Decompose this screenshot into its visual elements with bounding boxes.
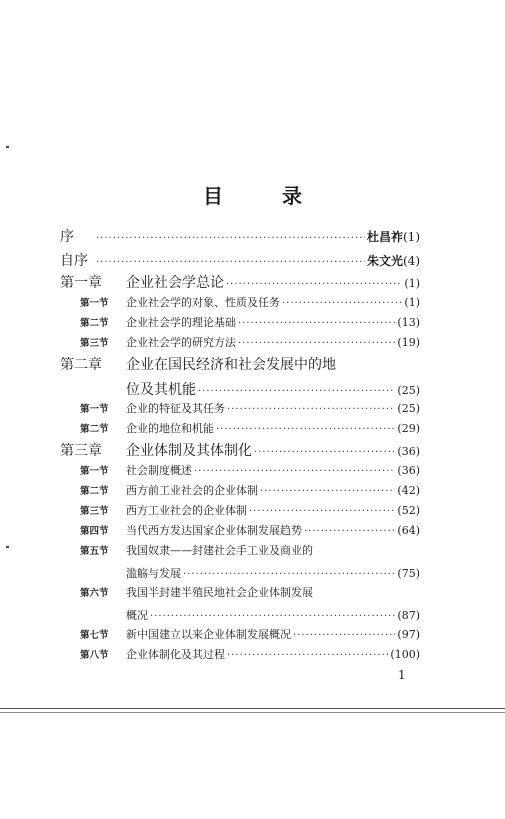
entry-label: 第一节 bbox=[80, 466, 109, 477]
entry-label: 第二章 bbox=[60, 357, 102, 373]
toc-entry-section[interactable] bbox=[60, 584, 420, 626]
entry-title: 新中国建立以来企业体制发展概况 bbox=[126, 628, 291, 641]
entry-title: 企业在国民经济和社会发展中的地 bbox=[126, 357, 336, 373]
dot-leader bbox=[293, 630, 395, 641]
divider bbox=[0, 708, 505, 709]
dot-leader bbox=[198, 386, 395, 397]
toc-entry-section[interactable] bbox=[60, 294, 420, 314]
dot-leader bbox=[254, 447, 395, 458]
entry-author: 朱文光 bbox=[366, 254, 403, 268]
entry-label: 第三节 bbox=[80, 506, 109, 517]
entry-title: 当代西方发达国家企业体制发展趋势 bbox=[126, 524, 302, 537]
entry-page: (100) bbox=[390, 648, 420, 661]
toc-entry-section[interactable] bbox=[60, 400, 420, 420]
dot-leader bbox=[96, 257, 365, 268]
entry-label: 第二节 bbox=[80, 318, 109, 329]
toc-entry-section[interactable] bbox=[60, 626, 420, 646]
entry-label: 第五节 bbox=[80, 546, 109, 557]
entry-page: (25) bbox=[397, 402, 420, 415]
entry-title-continued: 概况 bbox=[126, 609, 148, 622]
entry-page: (52) bbox=[397, 504, 420, 517]
entry-title: 我国半封建半殖民地社会企业体制发展 bbox=[126, 586, 313, 599]
entry-page: (64) bbox=[397, 524, 420, 537]
entry-label: 第七节 bbox=[80, 630, 109, 641]
entry-label: 第二节 bbox=[80, 424, 109, 435]
dot-leader bbox=[238, 318, 395, 329]
toc-entry-chapter[interactable] bbox=[60, 440, 420, 462]
toc-entry-section[interactable] bbox=[60, 314, 420, 334]
entry-page: (29) bbox=[397, 422, 420, 435]
entry-title: 企业社会学总论 bbox=[126, 275, 224, 291]
dot-leader bbox=[227, 650, 388, 661]
entry-page: (36) bbox=[397, 445, 420, 458]
entry-label: 第一节 bbox=[80, 298, 109, 309]
entry-title: 社会制度概述 bbox=[126, 464, 192, 477]
toc-entry-section[interactable] bbox=[60, 646, 420, 666]
divider bbox=[0, 712, 505, 713]
dot-leader bbox=[227, 404, 395, 415]
toc-entry-section[interactable] bbox=[60, 502, 420, 522]
entry-label: 第八节 bbox=[80, 650, 109, 661]
scan-speck bbox=[6, 546, 9, 548]
entry-title: 企业社会学的研究方法 bbox=[126, 336, 236, 349]
toc-entry-section[interactable] bbox=[60, 420, 420, 440]
dot-leader bbox=[96, 233, 365, 244]
entry-page: (97) bbox=[397, 628, 420, 641]
scan-speck bbox=[6, 146, 9, 148]
entry-label: 序 bbox=[60, 229, 74, 245]
entry-page: (25) bbox=[397, 384, 420, 397]
entry-author: 杜昌祚 bbox=[366, 230, 403, 244]
entry-title: 企业的地位和机能 bbox=[126, 422, 214, 435]
entry-title: 企业体制及其体制化 bbox=[126, 443, 252, 459]
entry-title: 西方工业社会的企业体制 bbox=[126, 504, 247, 517]
toc-entry-section[interactable] bbox=[60, 542, 420, 584]
toc-entry-section[interactable] bbox=[60, 482, 420, 502]
entry-page: (75) bbox=[397, 567, 420, 580]
toc-entry-section[interactable] bbox=[60, 334, 420, 354]
entry-page: (87) bbox=[397, 609, 420, 622]
dot-leader bbox=[183, 569, 395, 580]
entry-page: (4) bbox=[403, 254, 420, 268]
entry-label: 第一节 bbox=[80, 404, 109, 415]
entry-title-continued: 滥觞与发展 bbox=[126, 567, 181, 580]
entry-label: 第二节 bbox=[80, 486, 109, 497]
page-title: 目 录 bbox=[203, 184, 328, 208]
dot-leader bbox=[216, 424, 395, 435]
entry-label: 第一章 bbox=[60, 275, 102, 291]
page-number: 1 bbox=[398, 668, 406, 682]
entry-page: (13) bbox=[397, 316, 420, 329]
dot-leader bbox=[194, 466, 395, 477]
entry-title: 企业的特征及其任务 bbox=[126, 402, 225, 415]
entry-title: 企业社会学的对象、性质及任务 bbox=[126, 296, 280, 309]
toc-entry-chapter[interactable] bbox=[60, 272, 420, 294]
dot-leader bbox=[226, 279, 402, 290]
entry-label: 第三章 bbox=[60, 443, 102, 459]
toc-entry-author-preface[interactable] bbox=[60, 250, 420, 272]
toc-entry-preface[interactable] bbox=[60, 226, 420, 248]
entry-title-continued: 位及其机能 bbox=[126, 382, 196, 398]
entry-label: 第六节 bbox=[80, 588, 109, 599]
entry-title: 企业体制化及其过程 bbox=[126, 648, 225, 661]
entry-label: 自序 bbox=[60, 253, 88, 269]
dot-leader bbox=[304, 526, 395, 537]
dot-leader bbox=[150, 611, 395, 622]
entry-page: (19) bbox=[397, 336, 420, 349]
toc-entry-chapter[interactable] bbox=[60, 354, 420, 400]
table-of-contents bbox=[60, 224, 420, 666]
toc-entry-section[interactable] bbox=[60, 522, 420, 542]
entry-page: (1) bbox=[404, 296, 420, 309]
entry-page: (42) bbox=[397, 484, 420, 497]
entry-label: 第四节 bbox=[80, 526, 109, 537]
entry-page: (36) bbox=[397, 464, 420, 477]
dot-leader bbox=[249, 506, 395, 517]
entry-title: 西方前工业社会的企业体制 bbox=[126, 484, 258, 497]
entry-page: (1) bbox=[404, 277, 420, 290]
dot-leader bbox=[238, 338, 395, 349]
dot-leader bbox=[260, 486, 395, 497]
entry-title: 企业社会学的理论基础 bbox=[126, 316, 236, 329]
entry-label: 第三节 bbox=[80, 338, 109, 349]
entry-title: 我国奴隶——封建社会手工业及商业的 bbox=[126, 544, 313, 557]
entry-page: (1) bbox=[403, 230, 420, 244]
toc-entry-section[interactable] bbox=[60, 462, 420, 482]
dot-leader bbox=[282, 298, 402, 309]
